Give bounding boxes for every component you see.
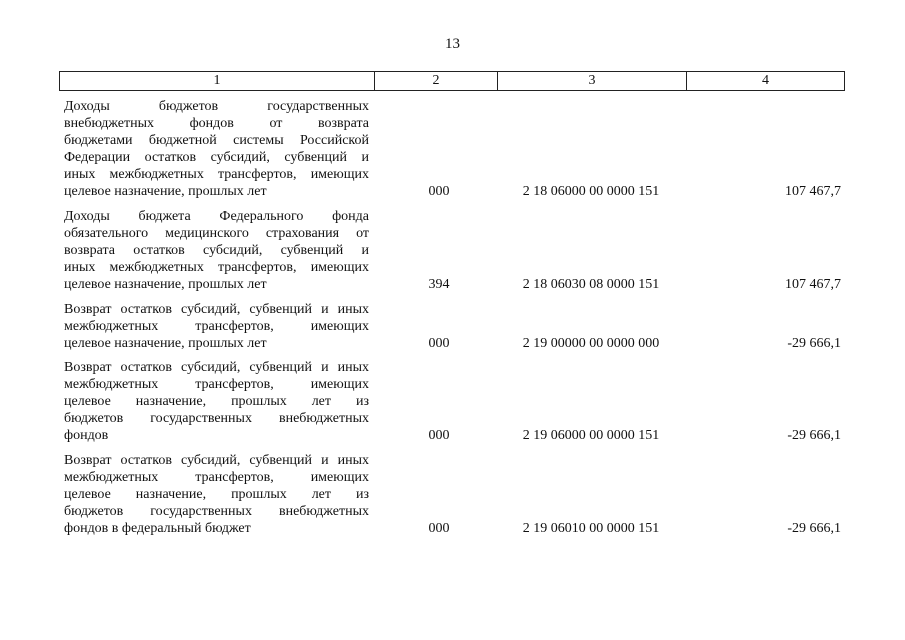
- row-amount: 107 467,7: [785, 184, 841, 199]
- header-col-1: 1: [60, 72, 375, 90]
- row-kbk: 2 18 06030 08 0000 151: [522, 277, 660, 292]
- header-col-3: 3: [498, 72, 687, 90]
- row-amount: 107 467,7: [785, 277, 841, 292]
- description-line: целевое назначение, прошлых лет: [64, 184, 267, 199]
- row-code: 000: [428, 428, 450, 443]
- description-line: обязательного медицинского страхования от: [64, 226, 369, 241]
- table-header: [59, 71, 845, 91]
- row-description: [64, 452, 369, 537]
- description-line: бюджетов государственных внебюджетных: [64, 504, 369, 519]
- row-description: [64, 359, 369, 444]
- row-code: 000: [428, 336, 450, 351]
- row-description: [64, 301, 369, 352]
- description-line: целевое назначение, прошлых лет из: [64, 394, 369, 409]
- description-line: целевое назначение, прошлых лет из: [64, 487, 369, 502]
- description-line: межбюджетных трансфертов, имеющих: [64, 470, 369, 485]
- page-number: 13: [445, 36, 460, 52]
- header-col-4: 4: [762, 73, 769, 88]
- description-line: межбюджетных трансфертов, имеющих: [64, 377, 369, 392]
- row-code: 000: [428, 184, 450, 199]
- description-line: иных межбюджетных трансфертов, имеющих: [64, 167, 369, 182]
- row-amount: -29 666,1: [787, 521, 841, 536]
- row-kbk: 2 19 00000 00 0000 000: [522, 336, 660, 351]
- row-amount: -29 666,1: [787, 336, 841, 351]
- description-line: Федерации остатков субсидий, субвенций и: [64, 150, 369, 165]
- row-code: 000: [428, 521, 450, 536]
- description-line: Возврат остатков субсидий, субвенций и иных: [64, 453, 369, 468]
- row-kbk: 2 19 06000 00 0000 151: [522, 428, 660, 443]
- row-kbk: 2 19 06010 00 0000 151: [522, 521, 660, 536]
- row-kbk: 2 18 06000 00 0000 151: [522, 184, 660, 199]
- description-line: бюджетами бюджетной системы Российской: [64, 133, 369, 148]
- description-line: фондов: [64, 428, 109, 443]
- description-line: Возврат остатков субсидий, субвенций и иных: [64, 360, 369, 375]
- description-line: Возврат остатков субсидий, субвенций и иных: [64, 302, 369, 317]
- description-line: иных межбюджетных трансфертов, имеющих: [64, 260, 369, 275]
- description-line: внебюджетных фондов от возврата: [64, 116, 369, 131]
- description-line: целевое назначение, прошлых лет: [64, 277, 267, 292]
- description-line: Доходы бюджета Федерального фонда: [64, 209, 369, 224]
- row-description: [64, 208, 369, 293]
- header-col-2: 2: [375, 72, 498, 90]
- row-description: [64, 98, 369, 200]
- row-amount: -29 666,1: [787, 428, 841, 443]
- description-line: бюджетов государственных внебюджетных: [64, 411, 369, 426]
- description-line: межбюджетных трансфертов, имеющих: [64, 319, 369, 334]
- description-line: возврата остатков субсидий, субвенций и: [64, 243, 369, 258]
- description-line: целевое назначение, прошлых лет: [64, 336, 267, 351]
- description-line: фондов в федеральный бюджет: [64, 521, 251, 536]
- description-line: Доходы бюджетов государственных: [64, 99, 369, 114]
- row-code: 394: [428, 277, 450, 292]
